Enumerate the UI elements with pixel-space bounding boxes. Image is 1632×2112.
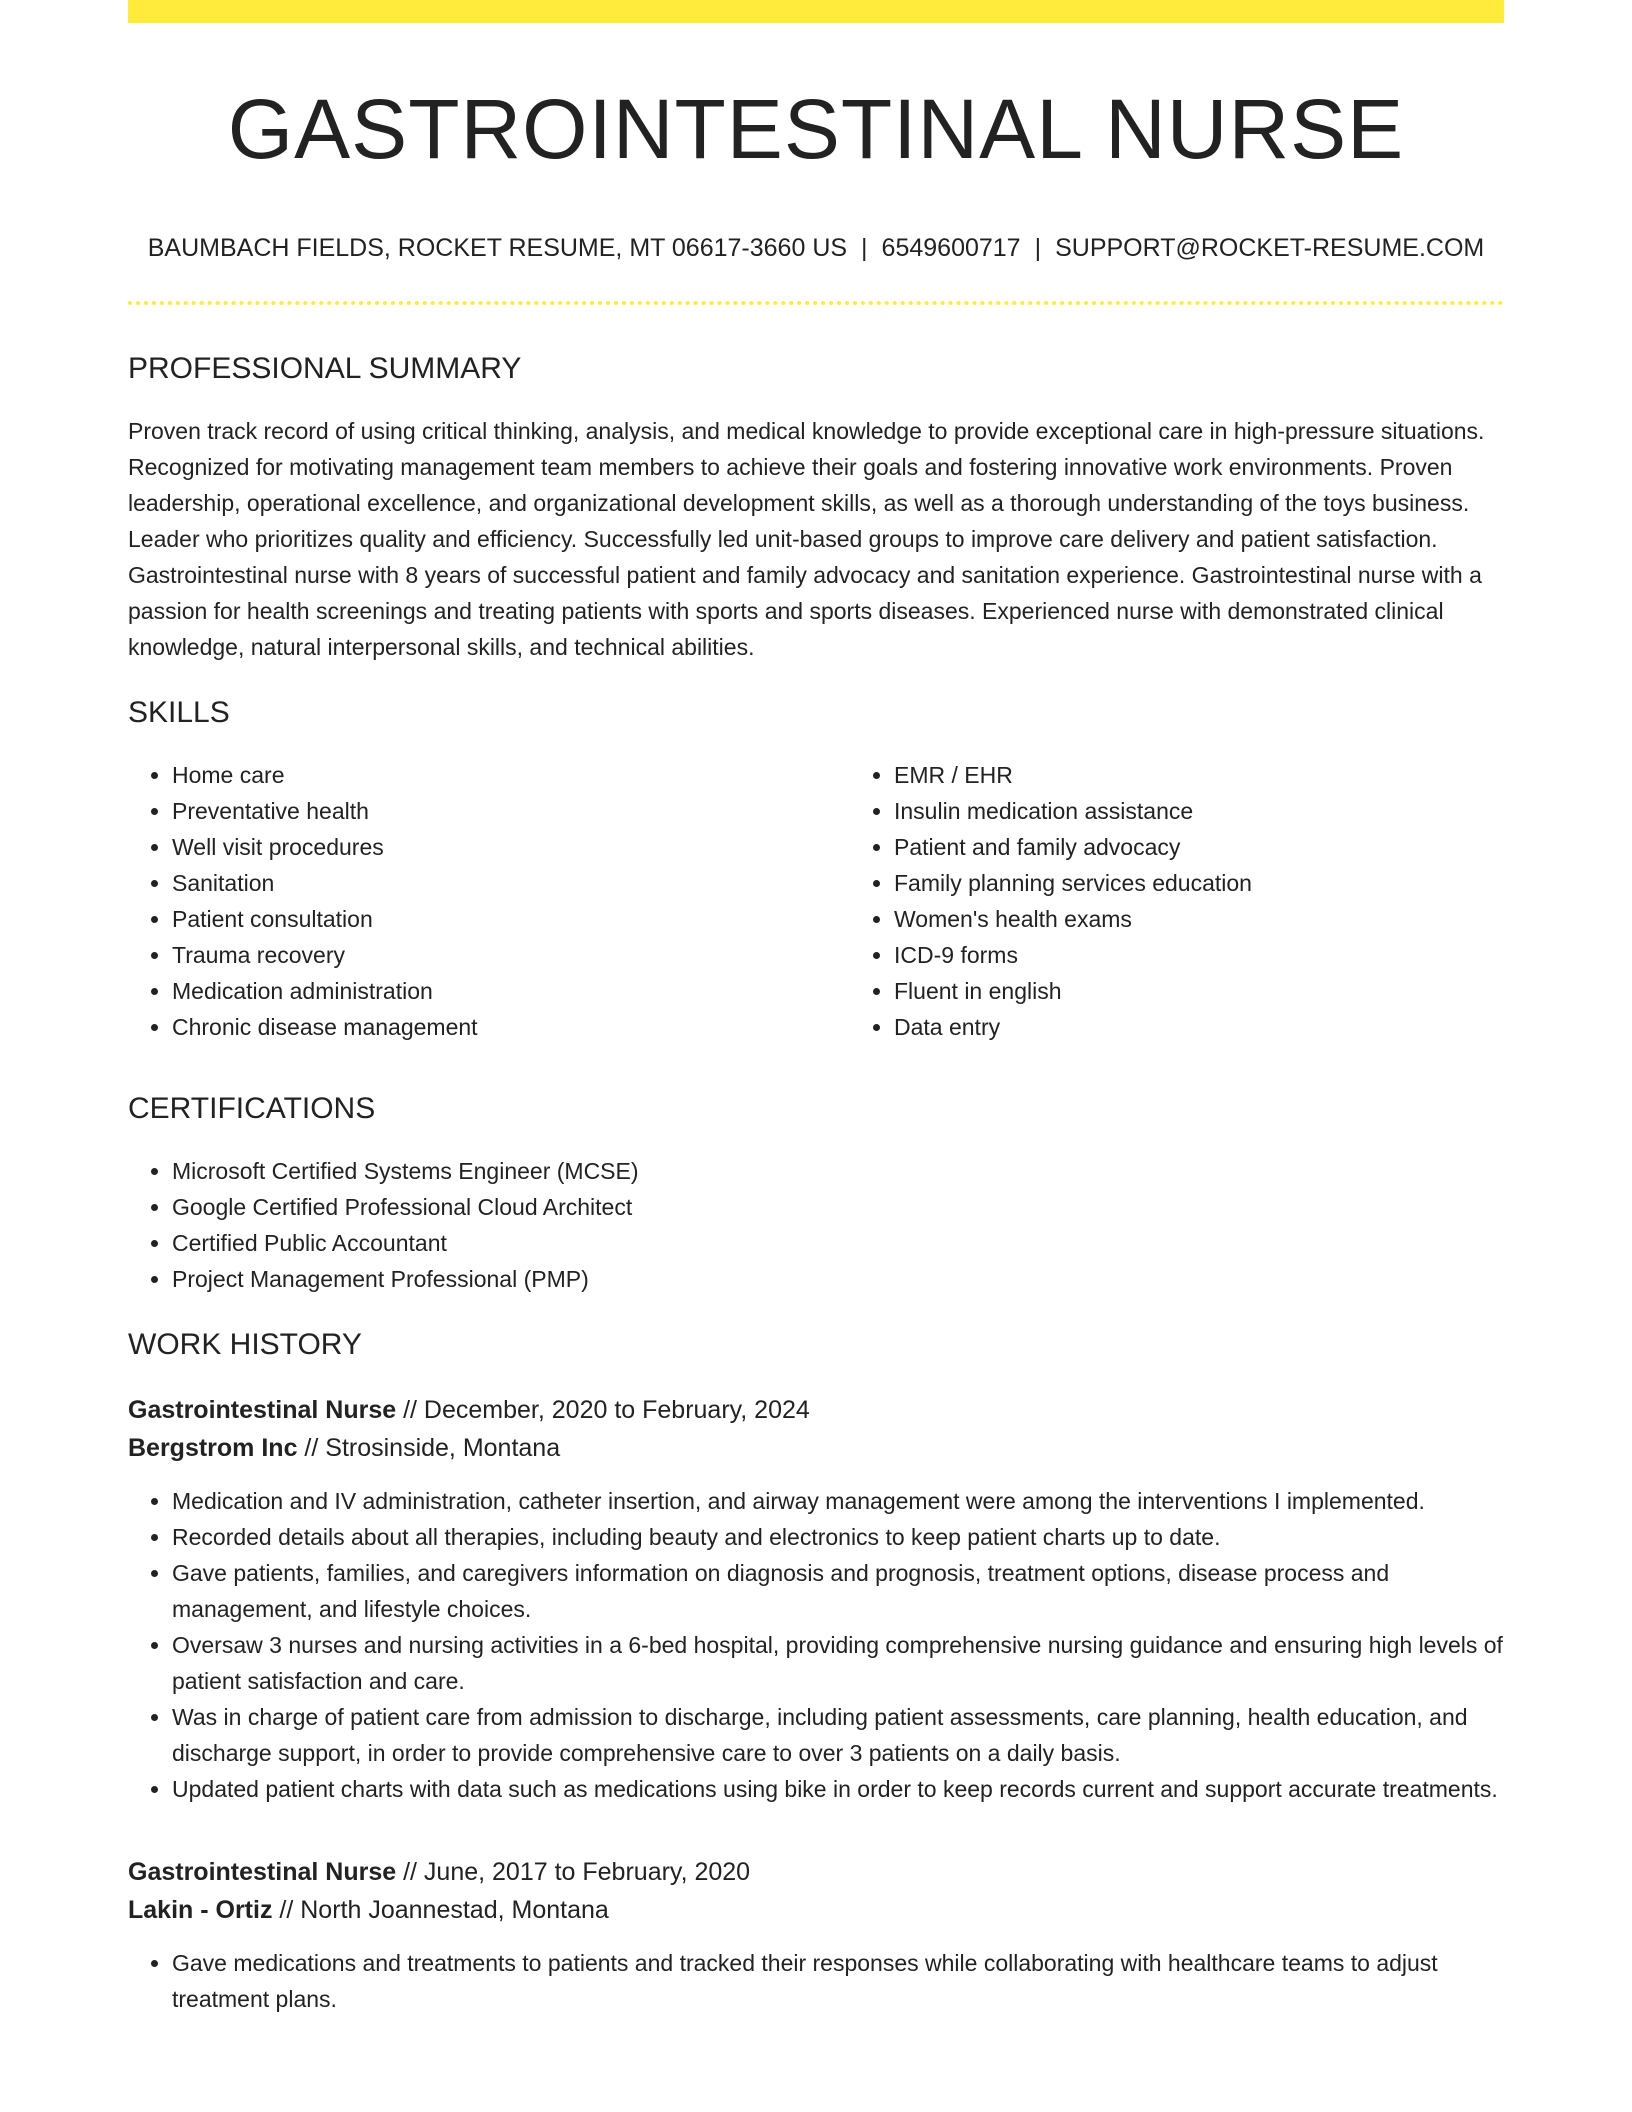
job-location: // Strosinside, Montana bbox=[297, 1434, 561, 1463]
job-company-line bbox=[128, 1429, 1504, 1467]
summary-heading: PROFESSIONAL SUMMARY bbox=[128, 352, 522, 386]
skill-item: • Home care bbox=[172, 757, 850, 793]
skill-item: • Well visit procedures bbox=[172, 829, 850, 865]
resume-title: GASTROINTESTINAL NURSE bbox=[227, 82, 1405, 176]
skill-item: • Sanitation bbox=[172, 865, 850, 901]
skill-item: • Family planning services education bbox=[894, 865, 1572, 901]
dotted-divider bbox=[128, 301, 1504, 305]
job-bullets bbox=[128, 1945, 1504, 2017]
job-title-line bbox=[128, 1391, 1504, 1429]
skill-item: • EMR / EHR bbox=[894, 757, 1572, 793]
skill-item: • Women's health exams bbox=[894, 901, 1572, 937]
certification-item: • Certified Public Accountant bbox=[172, 1225, 1504, 1261]
certifications-heading: CERTIFICATIONS bbox=[128, 1092, 376, 1126]
job-title-line bbox=[128, 1853, 1504, 1891]
skills-list-left bbox=[128, 757, 850, 1045]
contact-separator: | bbox=[861, 234, 868, 263]
job-dates: // December, 2020 to February, 2024 bbox=[396, 1396, 810, 1425]
job-bullet: • Was in charge of patient care from admission to discharge, including patient assessments, care planning, health education, and discharge support, in order to provide comprehensive care to over 3 patients on a daily basis. bbox=[172, 1699, 1504, 1771]
job-title: Gastrointestinal Nurse bbox=[128, 1396, 397, 1425]
certification-item: • Project Management Professional (PMP) bbox=[172, 1261, 1504, 1297]
certifications-list bbox=[128, 1153, 1504, 1297]
accent-bar bbox=[128, 0, 1504, 23]
job-bullet: • Updated patient charts with data such as medications using bike in order to keep records current and support accurate treatments. bbox=[172, 1771, 1504, 1807]
contact-line bbox=[128, 233, 1504, 263]
skill-item: • Medication administration bbox=[172, 973, 850, 1009]
skills-columns bbox=[128, 757, 1504, 1045]
contact-separator: | bbox=[1034, 234, 1042, 263]
skill-item: • Insulin medication assistance bbox=[894, 793, 1572, 829]
skill-item: • Fluent in english bbox=[894, 973, 1572, 1009]
job-bullet: • Medication and IV administration, catheter insertion, and airway management were among the interventions I implemented. bbox=[172, 1483, 1504, 1519]
job-location: // North Joannestad, Montana bbox=[272, 1896, 609, 1925]
skill-item: • Data entry bbox=[894, 1009, 1572, 1045]
resume-page bbox=[128, 0, 1504, 2017]
work-history-heading: WORK HISTORY bbox=[128, 1328, 362, 1362]
skill-item: • Trauma recovery bbox=[172, 937, 850, 973]
job-bullet: • Gave medications and treatments to patients and tracked their responses while collaborating with healthcare teams to adjust treatment plans. bbox=[172, 1945, 1504, 2017]
job-bullet: • Gave patients, families, and caregivers information on diagnosis and prognosis, treatment options, disease process and management, and lifestyle choices. bbox=[172, 1555, 1504, 1627]
job-bullets bbox=[128, 1483, 1504, 1807]
contact-phone: 6549600717 bbox=[881, 234, 1021, 263]
skill-item: • Chronic disease management bbox=[172, 1009, 850, 1045]
job-bullet: • Recorded details about all therapies, including beauty and electronics to keep patient charts up to date. bbox=[172, 1519, 1504, 1555]
job-entry bbox=[128, 1391, 1504, 1807]
job-company-line bbox=[128, 1891, 1504, 1929]
skill-item: • Patient consultation bbox=[172, 901, 850, 937]
job-dates: // June, 2017 to February, 2020 bbox=[396, 1858, 751, 1887]
summary-text: Proven track record of using critical thinking, analysis, and medical knowledge to provide exceptional care in high-pressure situations. Recognized for motivating management team members to achieve their goals and fostering innovative work environments. Proven leadership, operational excellence, and organizational development skills, as well as a thorough understanding of the toys business. Leader who prioritizes quality and efficiency. Successfully led unit-based groups to improve care delivery and patient satisfaction. Gastrointestinal nurse with 8 years of successful patient and family advocacy and sanitation experience. Gastrointestinal nurse with a passion for health screenings and treating patients with sports and sports diseases. Experienced nurse with demonstrated clinical knowledge, natural interpersonal skills, and technical abilities. bbox=[128, 418, 1485, 661]
skill-item: • ICD-9 forms bbox=[894, 937, 1572, 973]
job-entry bbox=[128, 1853, 1504, 2017]
job-title: Gastrointestinal Nurse bbox=[128, 1858, 397, 1887]
job-bullet: • Oversaw 3 nurses and nursing activities in a 6-bed hospital, providing comprehensive nursing guidance and ensuring high levels of patient satisfaction and care. bbox=[172, 1627, 1504, 1699]
job-company: Bergstrom Inc bbox=[128, 1434, 298, 1463]
skill-item: • Preventative health bbox=[172, 793, 850, 829]
certification-item: • Google Certified Professional Cloud Architect bbox=[172, 1189, 1504, 1225]
contact-address: BAUMBACH FIELDS, ROCKET RESUME, MT 06617-3660 US bbox=[147, 234, 848, 263]
certification-item: • Microsoft Certified Systems Engineer (MCSE) bbox=[172, 1153, 1504, 1189]
skills-list-right bbox=[850, 757, 1572, 1045]
skills-heading: SKILLS bbox=[128, 696, 230, 730]
job-company: Lakin - Ortiz bbox=[128, 1896, 273, 1925]
contact-email: SUPPORT@ROCKET-RESUME.COM bbox=[1055, 234, 1485, 263]
skill-item: • Patient and family advocacy bbox=[894, 829, 1572, 865]
